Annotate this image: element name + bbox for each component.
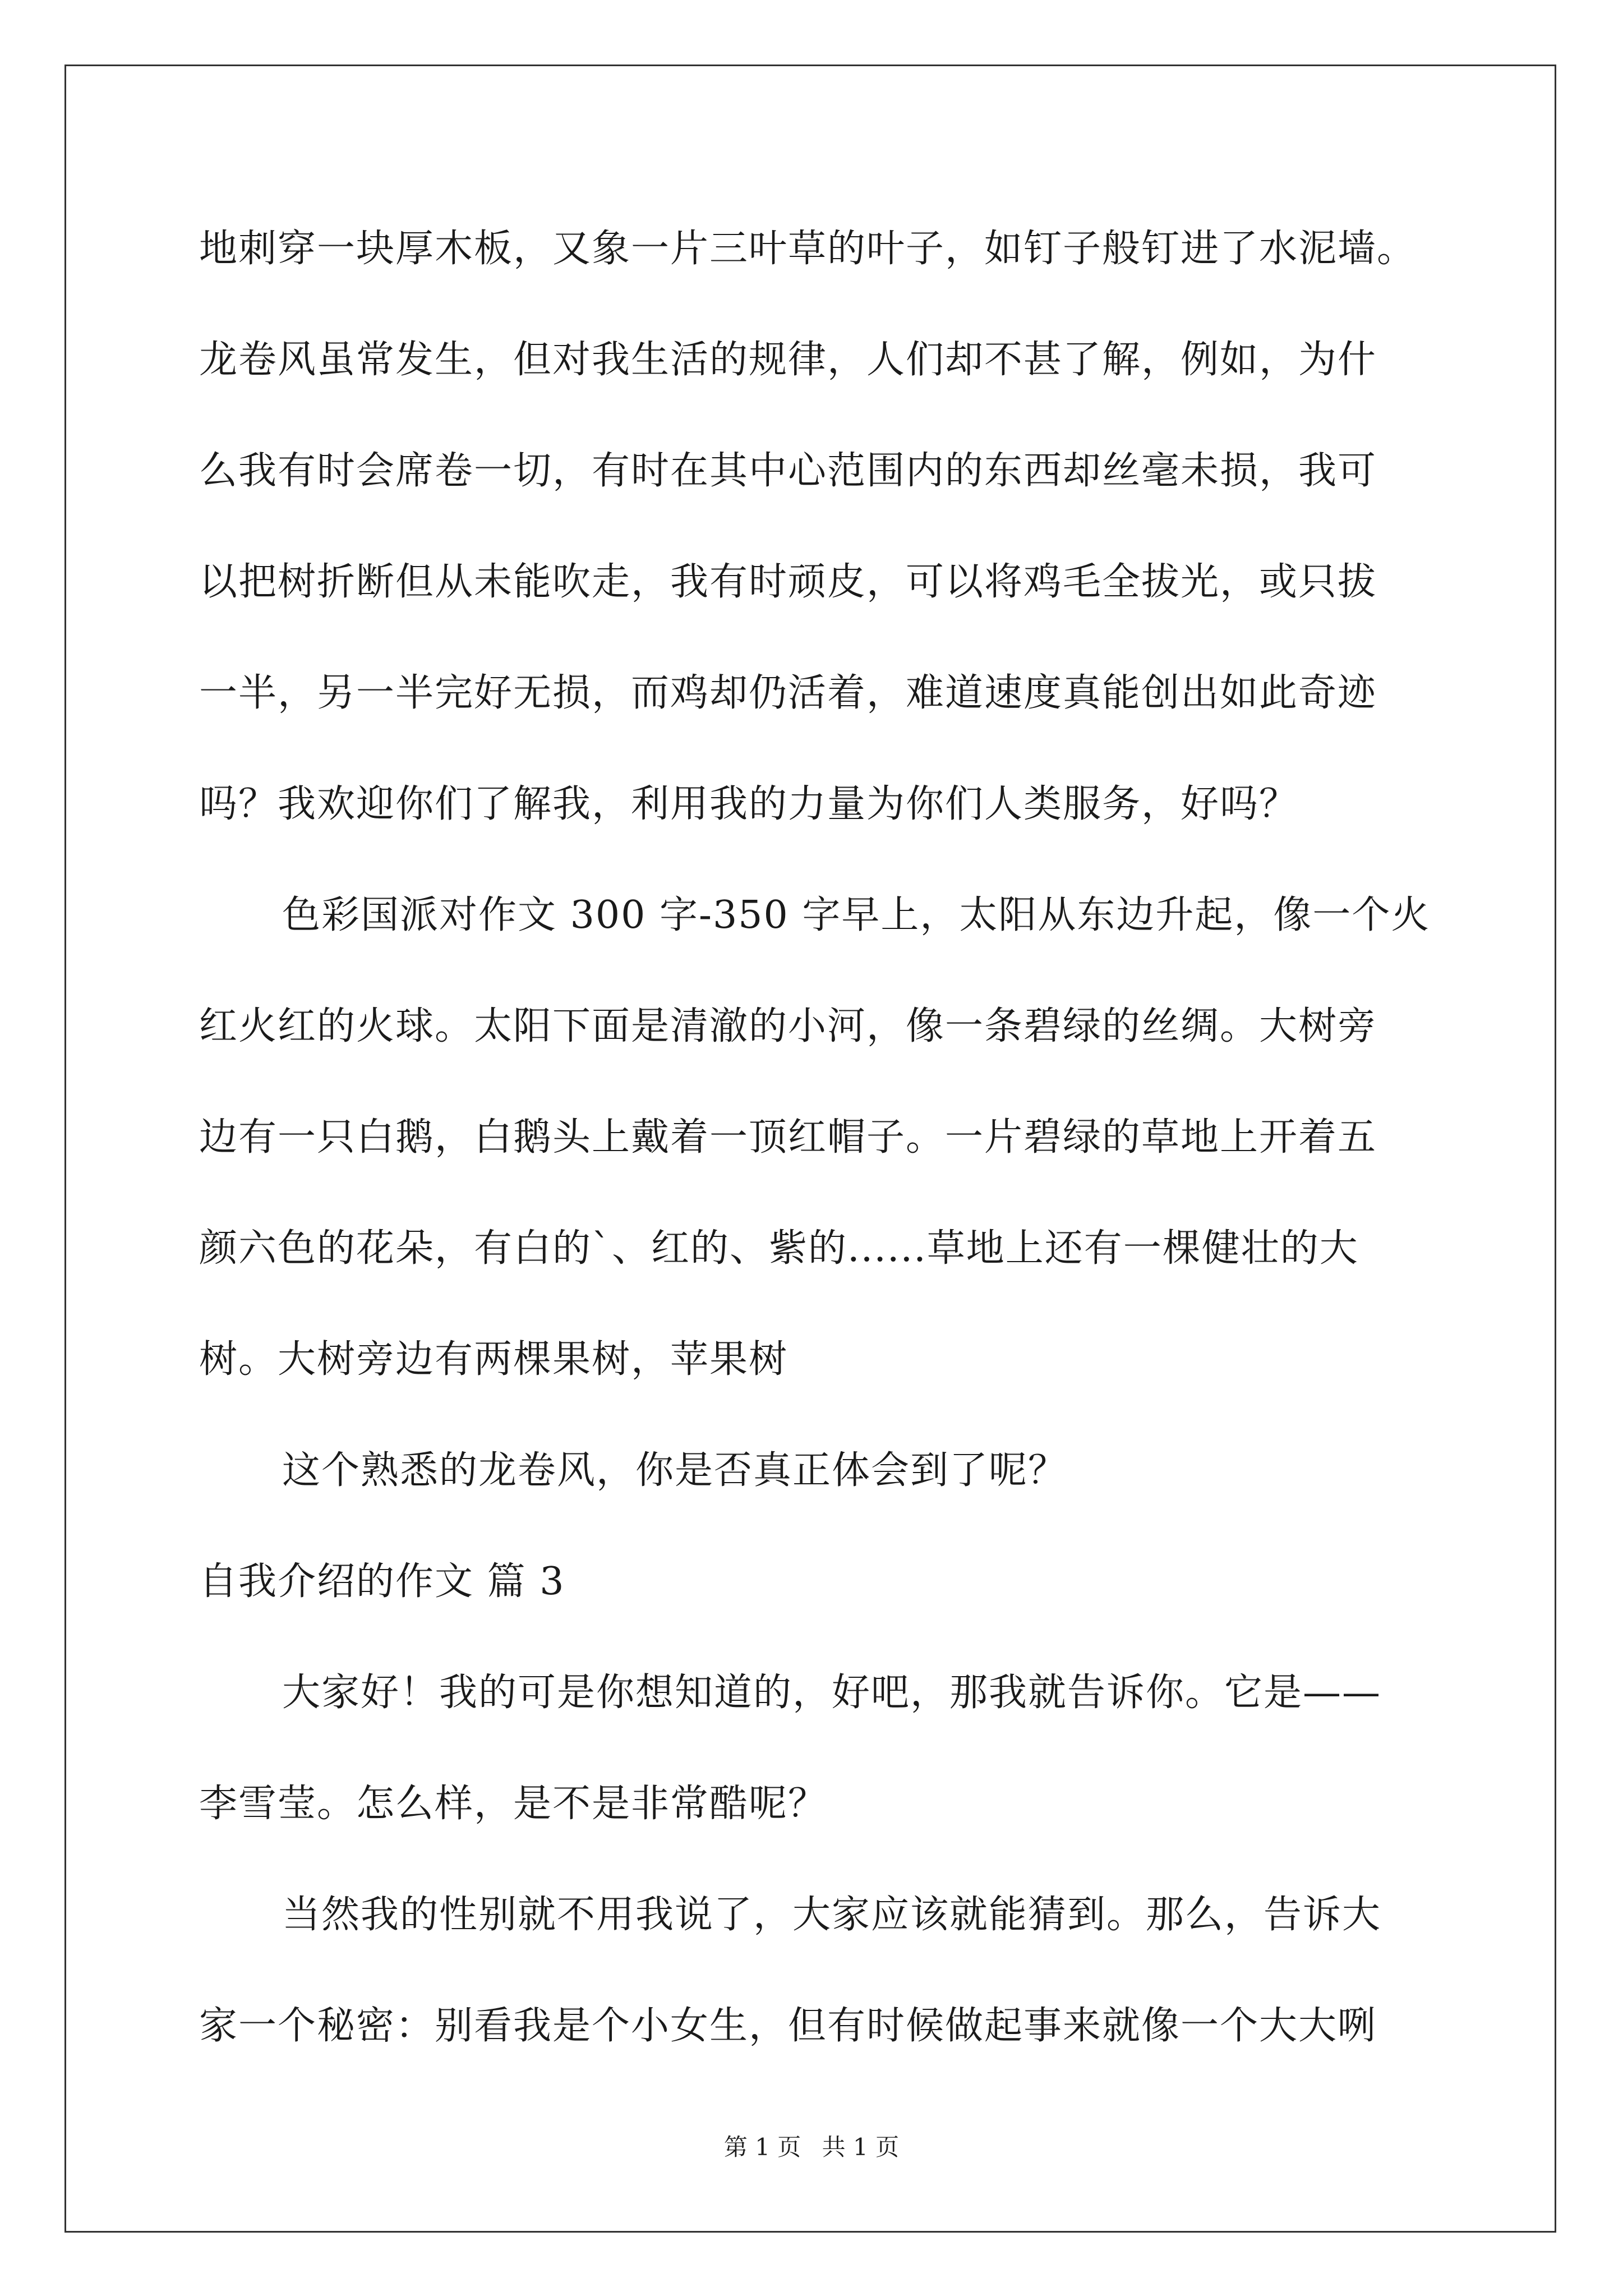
text-line-2: 龙卷风虽常发生，但对我生活的规律，人们却不甚了解，例如，为什 xyxy=(199,338,1377,382)
section-heading: 自我介绍的作文 篇 3 xyxy=(199,1559,565,1604)
text-line-1: 地刺穿一块厚木板，又象一片三叶草的叶子，如钉子般钉进了水泥墙。 xyxy=(199,227,1417,271)
text-line-12: 这个熟悉的龙卷风，你是否真正体会到了呢？ xyxy=(282,1448,1068,1493)
text-line-6: 吗？我欢迎你们了解我，利用我的力量为你们人类服务，好吗？ xyxy=(199,782,1299,826)
text-line-7: 色彩国派对作文 300 字-350 字早上，太阳从东边升起，像一个火 xyxy=(282,893,1431,937)
text-line-4: 以把树折断但从未能吹走，我有时顽皮，可以将鸡毛全拔光，或只拔 xyxy=(199,560,1377,604)
document-body xyxy=(199,194,1450,2082)
text-line-17: 家一个秘密：别看我是个小女生，但有时候做起事来就像一个大大咧 xyxy=(199,2004,1377,2048)
text-line-8: 红火红的火球。太阳下面是清澈的小河，像一条碧绿的丝绸。大树旁 xyxy=(199,1004,1377,1048)
page-footer xyxy=(0,2129,1623,2162)
text-line-14: 大家好！我的可是你想知道的，好吧，那我就告诉你。它是—— xyxy=(282,1671,1382,1715)
text-line-9: 边有一只白鹅，白鹅头上戴着一顶红帽子。一片碧绿的草地上开着五 xyxy=(199,1115,1377,1159)
text-line-3: 么我有时会席卷一切，有时在其中心范围内的东西却丝毫未损，我可 xyxy=(199,449,1377,493)
text-line-11: 树。大树旁边有两棵果树，苹果树 xyxy=(199,1337,789,1382)
text-line-5: 一半，另一半完好无损，而鸡却仍活着，难道速度真能创出如此奇迹 xyxy=(199,671,1377,715)
text-line-10: 颜六色的花朵，有白的`、红的、紫的......草地上还有一棵健壮的大 xyxy=(199,1226,1359,1271)
page-number: 第 1 页 xyxy=(723,2133,801,2161)
page-total: 共 1 页 xyxy=(822,2133,900,2161)
text-line-16: 当然我的性别就不用我说了，大家应该就能猜到。那么，告诉大 xyxy=(282,1893,1382,1937)
text-line-15: 李雪莹。怎么样，是不是非常酷呢？ xyxy=(199,1782,828,1826)
